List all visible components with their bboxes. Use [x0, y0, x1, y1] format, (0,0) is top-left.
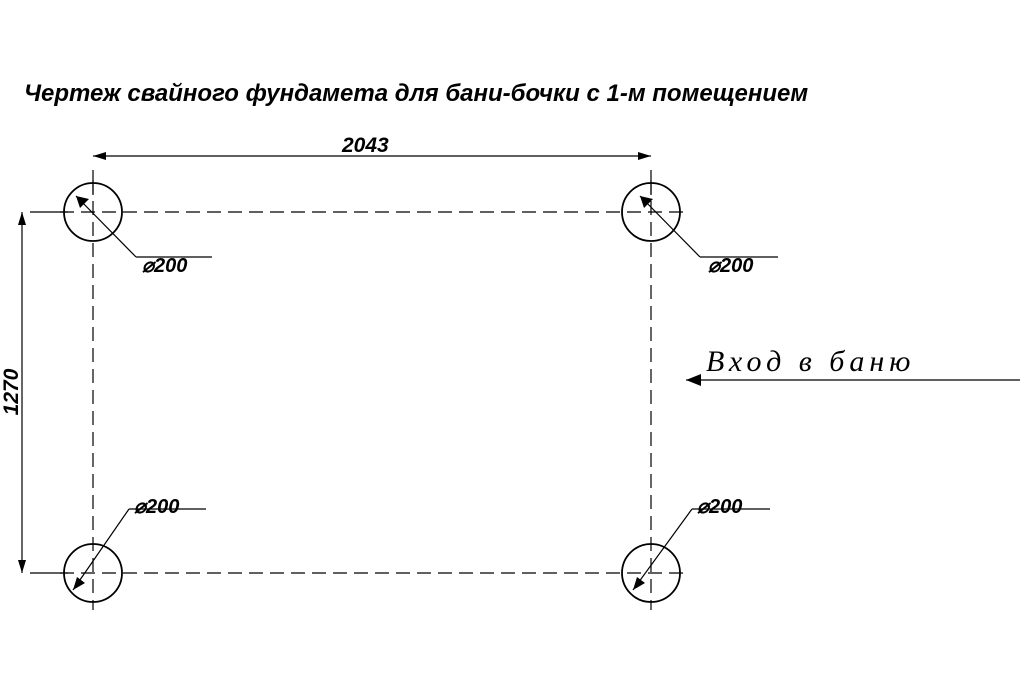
arrow-right: [638, 152, 651, 160]
leader-line-top-right: [640, 196, 700, 257]
arrow-left: [93, 152, 106, 160]
dimension-width-label: 2043: [342, 134, 389, 157]
entrance-arrow: [686, 374, 701, 386]
leader-arrow-bottom-right: [633, 577, 645, 590]
dimension-height-label: 1270: [0, 368, 23, 416]
pile-label-top-left: ⌀200: [142, 255, 188, 277]
leader-arrow-top-left: [76, 196, 89, 208]
leader-line-top-left: [76, 196, 136, 257]
pile-top-left: [64, 183, 212, 277]
dimension-height: [0, 212, 68, 573]
leader-line-bottom-right: [633, 509, 692, 590]
pile-bottom-left: [64, 496, 206, 602]
arrow-top: [18, 212, 26, 225]
pile-label-bottom-right: ⌀200: [697, 496, 743, 518]
dimension-width: [93, 134, 651, 195]
pile-label-bottom-left: ⌀200: [134, 496, 180, 518]
pile-top-right: [622, 183, 778, 277]
entrance-label: Вход в баню: [706, 345, 916, 378]
arrow-bottom: [18, 560, 26, 573]
page-title: Чертеж свайного фундамета для бани-бочки с 1-м помещением: [24, 80, 809, 107]
leader-line-bottom-left: [73, 509, 129, 590]
foundation-outline: [60, 180, 690, 610]
pile-label-top-right: ⌀200: [708, 255, 754, 277]
pile-bottom-right: [622, 496, 770, 602]
entrance-annotation: [686, 345, 1020, 386]
leader-arrow-bottom-left: [73, 577, 85, 590]
